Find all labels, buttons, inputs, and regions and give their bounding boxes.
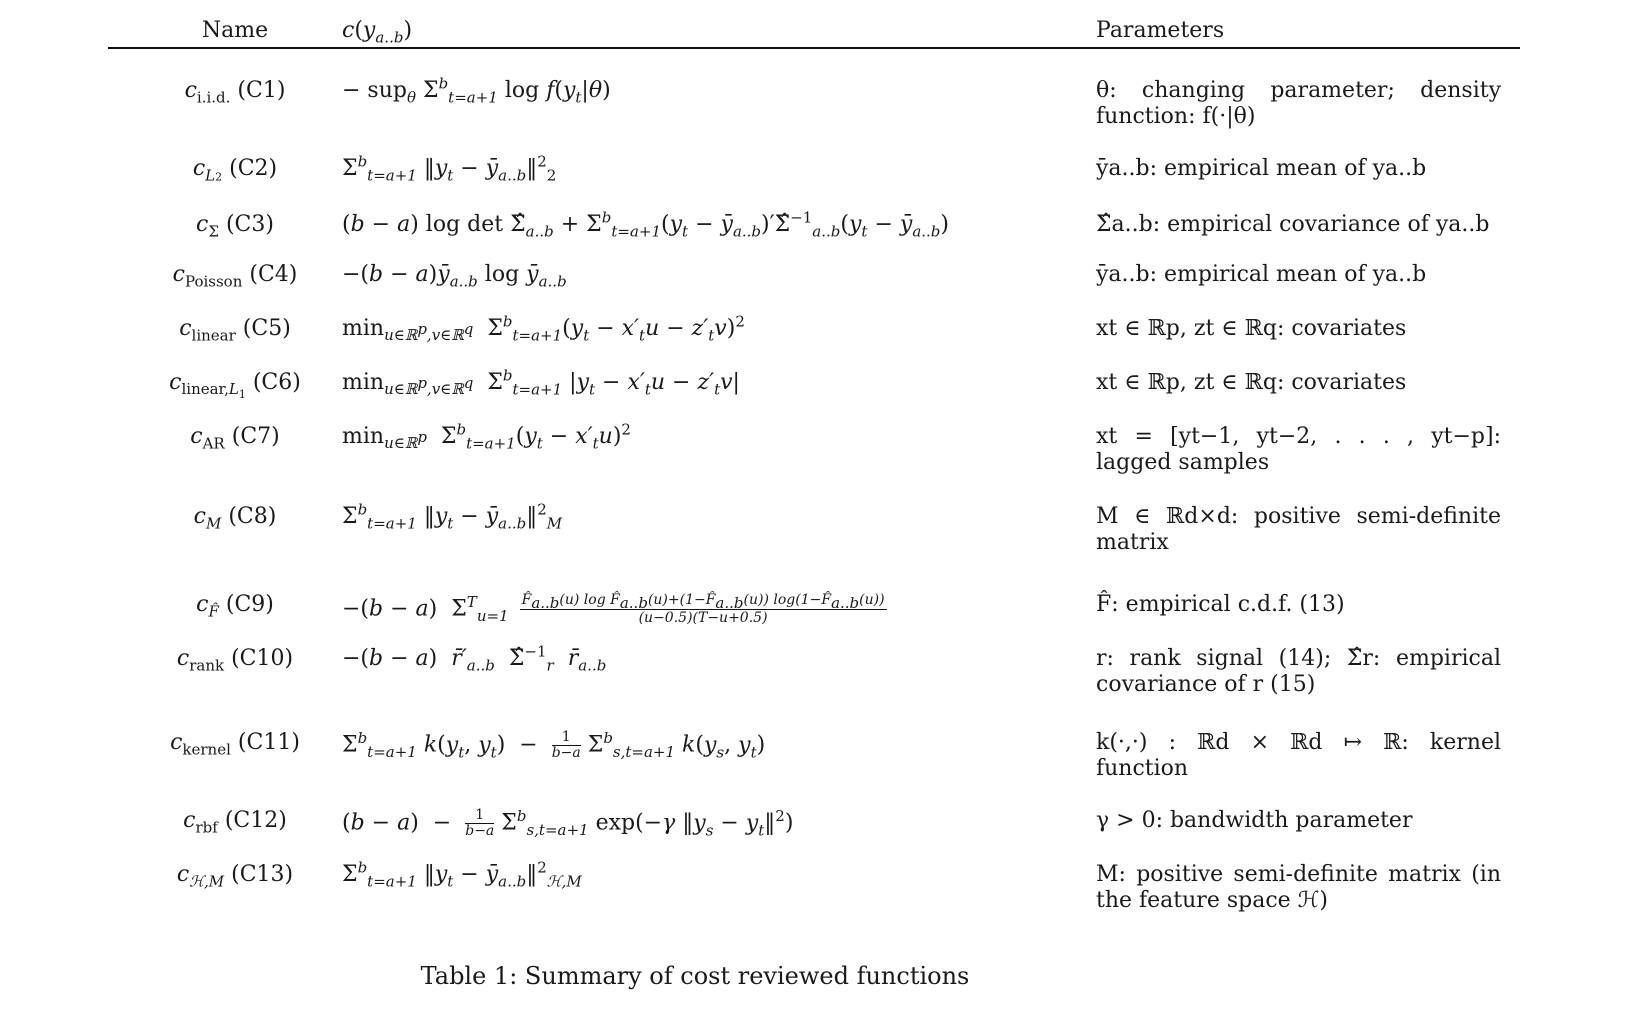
cost-formula: $\Sigma^b_{t=a+1}$ $‖y_t$ − $ȳ_{a..b}‖^2_M$ <box>342 500 563 533</box>
cost-formula: $\min_{u\in ℝ^p,v\in ℝ^q} \Sigma^b_{t=a+1}(y_t - x'_tu - z'_tv)^2$ <box>342 312 745 345</box>
header-parameters: Parameters <box>1096 18 1225 43</box>
cost-name: $c_{i.i.d.}$ (C1) <box>184 78 286 107</box>
cost-name: $c_{L2}$ (C2) <box>192 156 278 185</box>
cost-name: $c_{kernel}$ (C11) <box>170 730 300 759</box>
cost-formula: (b − a) $\log \det \Sigmâ_{a..b} + \Sigma^b_{t=a+1}(y_t$ − $ȳ_{a..b})'\Sigmâ^{-1}_{a..b}(y_t$ − $ȳ_{a..b}$) <box>342 208 949 241</box>
cost-name: $c_{AR}$ (C7) <box>190 424 280 453</box>
cost-parameters: M: positive semi-definite matrix (in the feature space ℋ) <box>1096 862 1501 913</box>
cost-parameters: M ∈ ℝd×d: positive semi-definite matrix <box>1096 504 1501 555</box>
cost-parameters: Σ̂a..b: empirical covariance of ya..b <box>1096 212 1490 237</box>
header-formula: $c(y_{a..b})$ <box>342 18 413 47</box>
cost-name: $c_{linear}$ (C5) <box>179 316 291 345</box>
cost-name: $c_{Poisson}$ (C4) <box>172 262 298 291</box>
cost-formula: $\Sigma^b_{t=a+1}$ $‖y_t$ − $ȳ_{a..b}‖^2_2$ <box>342 152 557 185</box>
table-caption: Table 1: Summary of cost reviewed functions <box>420 962 970 990</box>
cost-name: $c_{F̂}$ (C9) <box>196 592 274 621</box>
cost-parameters: xt ∈ ℝp, zt ∈ ℝq: covariates <box>1096 370 1407 395</box>
cost-name: $c_M$ (C8) <box>193 504 277 533</box>
cost-formula: $\min_{u\in ℝ^p} \Sigma^b_{t=a+1}(y_t - x'_tu)^2$ <box>342 420 631 453</box>
header-rule <box>108 47 1520 49</box>
cost-name: $c_{rbf}$ (C12) <box>183 808 287 837</box>
cost-name: $c_\Sigma$ (C3) <box>196 212 274 241</box>
cost-name: $c_{ℋ,M}$ (C13) <box>176 862 294 891</box>
cost-formula: −(b − a) $\Sigma^T_{u=1}$ $\frac{F̂_{a..b}(u) \log F̂_{a..b}(u)+(1-F̂_{a..b}(u)) \log(1-F̂_{a..b}(u))}{(u-0.5)(T-u+0.5)}$ <box>342 592 885 626</box>
cost-parameters: F̂: empirical c.d.f. (13) <box>1096 592 1345 617</box>
cost-formula: −(b − a) $r̄'_{a..b}$ Σ̂$^{-1}_r$ $r̄_{a..b}$ <box>342 642 607 675</box>
header-name: Name <box>201 18 269 43</box>
cost-formula: $-(b - a)ȳ_{a..b}$ $\log ȳ_{a..b}$ <box>342 262 567 291</box>
cost-parameters: θ: changing parameter; density function: f(·|θ) <box>1096 78 1501 129</box>
cost-formula: − sup$_\theta$ $\Sigma^b_{t=a+1}$ $\log f(y_t|\theta)$ <box>342 74 611 107</box>
cost-name: $c_{rank}$ (C10) <box>176 646 294 675</box>
cost-parameters: ȳa..b: empirical mean of ya..b <box>1096 156 1427 181</box>
cost-formula: (b − a) − $\frac{1}{b-a}$ $\Sigma^b_{s,t=a+1}$ exp(−γ $‖y_s$ − $y_t‖^2$) <box>342 807 794 839</box>
cost-parameters: k(·,·) : ℝd × ℝd ↦ ℝ: kernel function <box>1096 730 1501 781</box>
cost-parameters: xt = [yt−1, yt−2, . . . , yt−p]: lagged samples <box>1096 424 1501 475</box>
cost-formula: $\min_{u\in ℝ^p,v\in ℝ^q} \Sigma^b_{t=a+1}$ $|y_t - x'_tu - z'_tv|$ <box>342 366 740 399</box>
cost-parameters: r: rank signal (14); Σ̂r: empirical covariance of r (15) <box>1096 646 1501 697</box>
cost-name: $c_{linear,L_1}$ (C6) <box>169 370 301 402</box>
cost-parameters: ȳa..b: empirical mean of ya..b <box>1096 262 1427 287</box>
cost-formula: $\Sigma^b_{t=a+1}$ $‖y_t$ − $ȳ_{a..b}‖^2_{ℋ,M}$ <box>342 858 582 891</box>
cost-formula: $\Sigma^b_{t=a+1}$ $k(y_t$, $y_t$) − $\frac{1}{b-a}$ $\Sigma^b_{s,t=a+1}$ $k(y_s$, $y_t$) <box>342 729 766 761</box>
cost-parameters: xt ∈ ℝp, zt ∈ ℝq: covariates <box>1096 316 1407 341</box>
cost-parameters: γ > 0: bandwidth parameter <box>1096 808 1413 833</box>
